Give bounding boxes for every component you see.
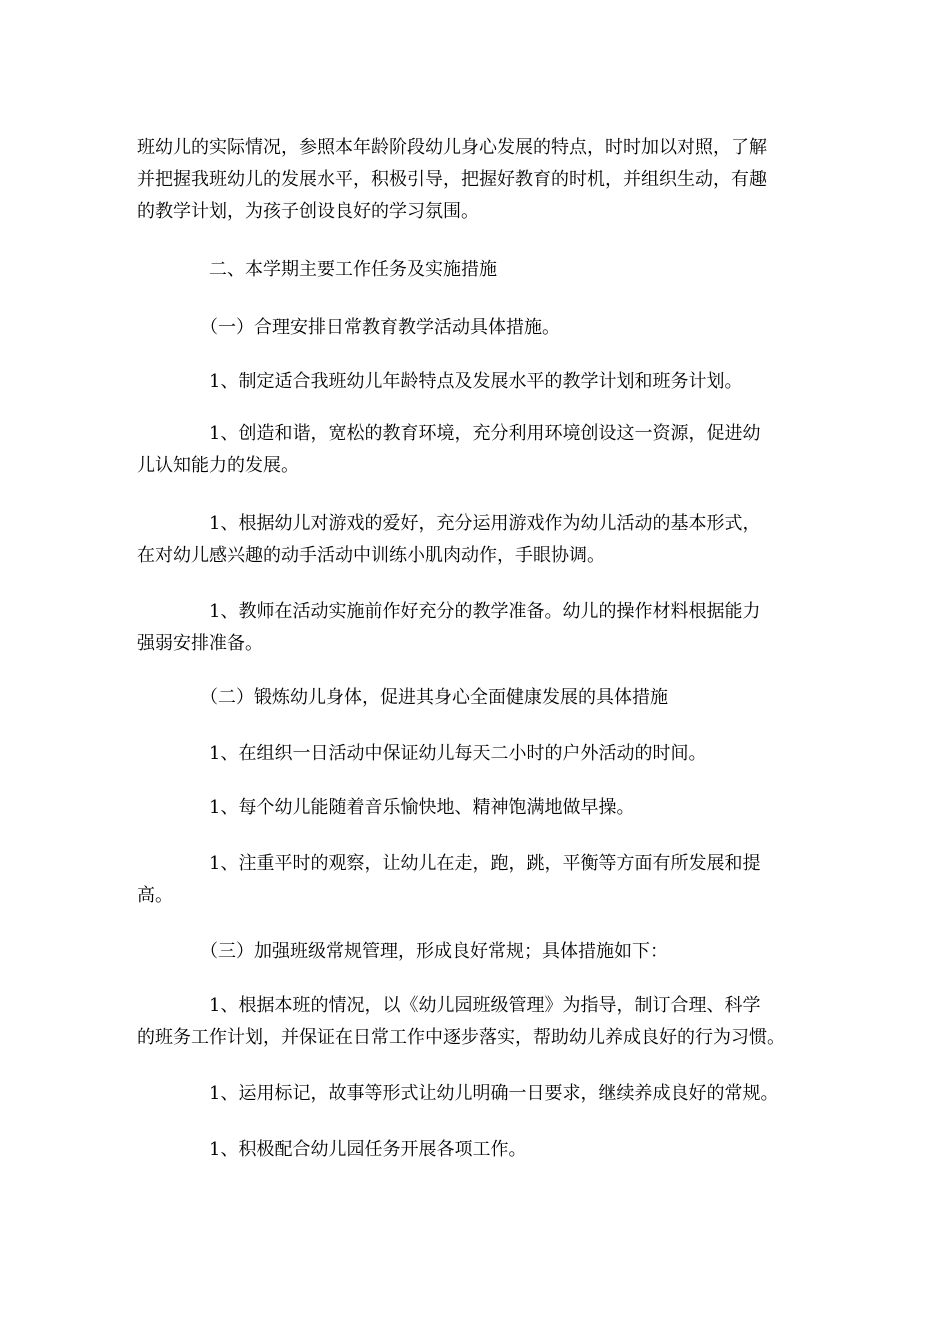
subsection-heading-1 [137,312,827,344]
text-line: 1、制定适合我班幼儿年龄特点及发展水平的教学计划和班务计划。 [137,371,743,392]
section-heading [137,254,827,286]
text-line: 的教学计划，为孩子创设良好的学习氛围。 [137,201,479,222]
text-line: 1、在组织一日活动中保证幼儿每天二小时的户外活动的时间。 [137,743,707,764]
text-line: 1、每个幼儿能随着音乐愉快地、精神饱满地做早操。 [137,797,635,818]
text-line: （二）锻炼幼儿身体，促进其身心全面健康发展的具体措施 [137,687,668,708]
list-item [137,1078,827,1110]
list-item [137,418,827,482]
subsection-heading-3 [137,936,827,968]
text-line: 在对幼儿感兴趣的动手活动中训练小肌肉动作，手眼协调。 [137,545,605,566]
text-line: （三）加强班级常规管理，形成良好常规；具体措施如下： [137,941,668,962]
subsection-heading-2 [137,682,827,714]
text-line: 1、积极配合幼儿园任务开展各项工作。 [137,1139,527,1160]
list-item [137,792,827,824]
text-line: 1、运用标记，故事等形式让幼儿明确一日要求，继续养成良好的常规。 [137,1083,779,1104]
list-item [137,596,827,660]
list-item [137,366,827,398]
text-line: 1、根据本班的情况，以《幼儿园班级管理》为指导，制订合理、科学 [137,995,761,1016]
text-line: 1、教师在活动实施前作好充分的教学准备。幼儿的操作材料根据能力 [137,601,761,622]
paragraph-intro [137,132,827,228]
text-line: 1、根据幼儿对游戏的爱好，充分运用游戏作为幼儿活动的基本形式， [137,513,761,534]
text-line: 二、本学期主要工作任务及实施措施 [137,259,497,280]
list-item [137,738,827,770]
text-line: 强弱安排准备。 [137,633,263,654]
list-item [137,1134,827,1166]
text-line: 并把握我班幼儿的发展水平，积极引导，把握好教育的时机，并组织生动，有趣 [137,169,767,190]
text-line: 儿认知能力的发展。 [137,455,299,476]
text-line: 高。 [137,885,173,906]
list-item [137,848,827,912]
text-line: 1、注重平时的观察，让幼儿在走，跑，跳，平衡等方面有所发展和提 [137,853,761,874]
list-item [137,990,827,1054]
text-line: 班幼儿的实际情况，参照本年龄阶段幼儿身心发展的特点，时时加以对照，了解 [137,137,767,158]
text-line: （一）合理安排日常教育教学活动具体措施。 [137,317,560,338]
list-item [137,508,827,572]
text-line: 的班务工作计划，并保证在日常工作中逐步落实，帮助幼儿养成良好的行为习惯。 [137,1027,785,1048]
text-line: 1、创造和谐，宽松的教育环境，充分利用环境创设这一资源，促进幼 [137,423,761,444]
